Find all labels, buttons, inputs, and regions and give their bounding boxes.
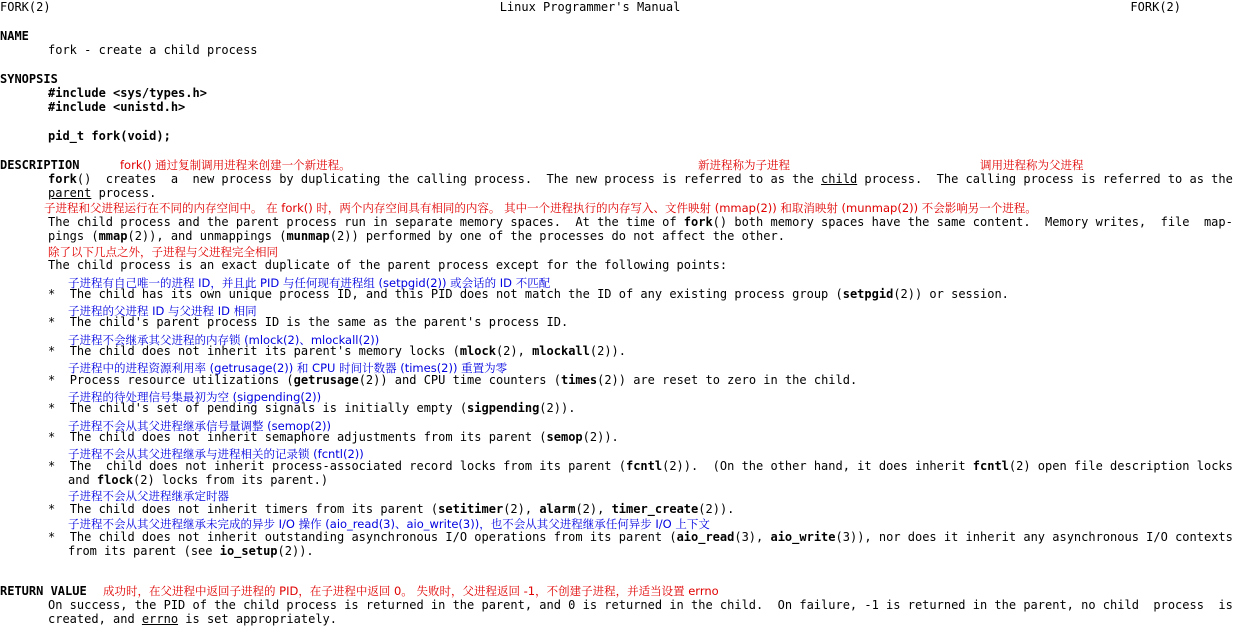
underlined-term: parent: [48, 186, 92, 200]
text: Process resource utilizations (: [69, 373, 294, 387]
bullet-point: [48, 530, 1233, 544]
translation-note: 子进程不会继承其父进程的内存锁 (mlock(2)、mlockall(2)): [68, 333, 380, 347]
text: (2),: [575, 502, 612, 516]
translation-note: 调用进程称为父进程: [980, 158, 1084, 172]
text: created, and: [48, 612, 142, 626]
text: (2)).: [277, 544, 314, 558]
bullet-point: [48, 430, 619, 444]
text: The child's parent process ID is the same as the parent's process ID.: [69, 315, 569, 329]
translation-note: 除了以下几点之外，子进程与父进程完全相同: [48, 245, 278, 259]
translation-note: 成功时，在父进程中返回子进程的 PID，在子进程中返回 0。 失败时，父进程返回 -1，不创建子进程，并适当设置 errno: [103, 584, 719, 598]
translation-note: fork() 通过复制调用进程来创建一个新进程。: [120, 158, 351, 172]
translation-note: 子进程有自己唯一的进程 ID，并且此 PID 与任何现有进程组 (setpgid(2)) 或会话的 ID 不匹配: [68, 276, 551, 290]
keyword: fcntl: [972, 459, 1009, 473]
header-center: Linux Programmer's Manual: [499, 0, 681, 14]
text: (2) open file description locks: [1008, 459, 1233, 473]
bullet-point-continuation: [68, 473, 328, 487]
bullet: *: [48, 502, 56, 516]
bullet: *: [48, 344, 56, 358]
name-heading: NAME: [0, 29, 29, 43]
text: The child does not inherit its parent's memory locks (: [69, 344, 460, 358]
bullet-point: [48, 373, 857, 387]
keyword: aio_read: [676, 530, 735, 544]
header-left: FORK(2): [0, 0, 51, 14]
text: process. The calling process is referred to as the: [857, 172, 1233, 186]
synopsis-include-1: #include <sys/types.h>: [48, 86, 207, 100]
text: (2)).: [698, 502, 735, 516]
text: (2)).: [589, 344, 626, 358]
text: (3),: [734, 530, 771, 544]
bullet-point: [48, 344, 626, 358]
keyword: mmap: [98, 229, 128, 243]
synopsis-heading: SYNOPSIS: [0, 72, 58, 86]
translation-note: 子进程不会从其父进程继承信号量调整 (semop(2)): [68, 419, 332, 433]
text: is set appropriately.: [178, 612, 337, 626]
bullet: *: [48, 459, 56, 473]
text: The child does not inherit outstanding asynchronous I/O operations from its parent (: [69, 530, 677, 544]
keyword: timer_create: [611, 502, 699, 516]
text: (2)), and unmappings (: [127, 229, 287, 243]
text: (2) locks from its parent.): [133, 473, 329, 487]
text: The child does not inherit process-associated record locks from its parent (: [69, 459, 626, 473]
translation-note: 子进程不会从其父进程继承未完成的异步 I/O 操作 (aio_read(3)、aio_write(3))，也不会从其父进程继承任何异步 I/O 上下文: [68, 517, 710, 531]
text: The child does not inherit timers from its parent (: [69, 502, 439, 516]
keyword: mlockall: [532, 344, 590, 358]
keyword: munmap: [286, 229, 330, 243]
text: (3)), nor does it inherit any asynchronous I/O contexts: [835, 530, 1233, 544]
bullet: *: [48, 530, 56, 544]
bullet: *: [48, 287, 56, 301]
bullet: *: [48, 315, 56, 329]
keyword: fork: [683, 215, 713, 229]
bullet-point: [48, 502, 734, 516]
text: The child process and the parent process run in separate memory spaces. At the time of: [48, 215, 684, 229]
return-value-heading: RETURN VALUE: [0, 584, 87, 598]
keyword: aio_write: [770, 530, 836, 544]
keyword: sigpending: [467, 401, 540, 415]
translation-note: 子进程的父进程 ID 与父进程 ID 相同: [68, 304, 257, 318]
synopsis-include-2: #include <unistd.h>: [48, 100, 186, 114]
translation-note: 子进程和父进程运行在不同的内存空间中。 在 fork() 时，两个内存空间具有相同的内容。 其中一个进程执行的内存写入、文件映射 (mmap(2)) 和取消映射 (munmap(2)) 不会影响另一个进程。: [44, 201, 1037, 215]
text: process.: [91, 186, 157, 200]
return-value-line-1: On success, the PID of the child process is returned in the parent, and 0 is returned in the child. On failure, -1 is returned in the parent, no child process is: [48, 598, 1233, 612]
text: and: [68, 473, 97, 487]
text: The child does not inherit semaphore adjustments from its parent (: [69, 430, 547, 444]
text: (2)).: [582, 430, 619, 444]
translation-note: 子进程的待处理信号集最初为空 (sigpending(2)): [68, 390, 322, 404]
description-heading: DESCRIPTION: [0, 158, 80, 172]
text: (2)) or session.: [893, 287, 1009, 301]
translation-note: 新进程称为子进程: [698, 158, 790, 172]
bullet-point-continuation: [68, 544, 314, 558]
keyword: setpgid: [842, 287, 894, 301]
keyword: setitimer: [438, 502, 504, 516]
keyword: io_setup: [219, 544, 278, 558]
text: (2)) performed by one of the processes do not affect the other.: [329, 229, 785, 243]
bullet-point: [48, 315, 568, 329]
translation-note: 子进程不会从其父进程继承与进程相关的记录锁 (fcntl(2)): [68, 447, 364, 461]
bullet-point: [48, 287, 1009, 301]
text: from its parent (see: [68, 544, 220, 558]
keyword: mlock: [459, 344, 496, 358]
bullet-point: [48, 459, 1233, 473]
header-right: FORK(2): [1130, 0, 1181, 14]
synopsis-prototype: pid_t fork(void);: [48, 129, 171, 143]
translation-note: 子进程不会从父进程继承定时器: [68, 489, 229, 503]
text: The child has its own unique process ID, and this PID does not match the ID of any existing process group (: [69, 287, 843, 301]
keyword: fcntl: [625, 459, 663, 473]
bullet: *: [48, 401, 56, 415]
text: (2)).: [539, 401, 576, 415]
translation-note: 子进程中的进程资源利用率 (getrusage(2)) 和 CPU 时间计数器 (times(2)) 重置为零: [68, 361, 508, 375]
keyword: getrusage: [293, 373, 359, 387]
bullet: *: [48, 430, 56, 444]
underlined-term: errno: [141, 612, 179, 626]
text: (2),: [495, 344, 533, 358]
text: () creates a new process by duplicating the calling process. The new process is referred to as the: [76, 172, 822, 186]
bullet: *: [48, 373, 56, 387]
keyword: fork: [48, 172, 77, 186]
description-paragraph-1-line-1: [48, 172, 1233, 186]
keyword: times: [560, 373, 598, 387]
text: () both memory spaces have the same content. Memory writes, file map‐: [712, 215, 1233, 229]
text: (2),: [503, 502, 540, 516]
underlined-term: child: [821, 172, 858, 186]
description-paragraph-1-line-2: [48, 186, 156, 200]
name-text: fork - create a child process: [48, 43, 258, 57]
text: (2)) and CPU time counters (: [358, 373, 561, 387]
description-paragraph-2-line-2: [48, 229, 785, 243]
keyword: flock: [96, 473, 134, 487]
text: The child's set of pending signals is initially empty (: [69, 401, 468, 415]
text: pings (: [48, 229, 99, 243]
bullet-point: [48, 401, 575, 415]
text: (2)). (On the other hand, it does inherit: [662, 459, 973, 473]
description-paragraph-3: The child process is an exact duplicate of the parent process except for the following points:: [48, 258, 728, 272]
keyword: semop: [546, 430, 583, 444]
keyword: alarm: [539, 502, 576, 516]
return-value-line-2: [48, 612, 337, 626]
description-paragraph-2-line-1: [48, 215, 1233, 229]
text: (2)) are reset to zero in the child.: [597, 373, 858, 387]
